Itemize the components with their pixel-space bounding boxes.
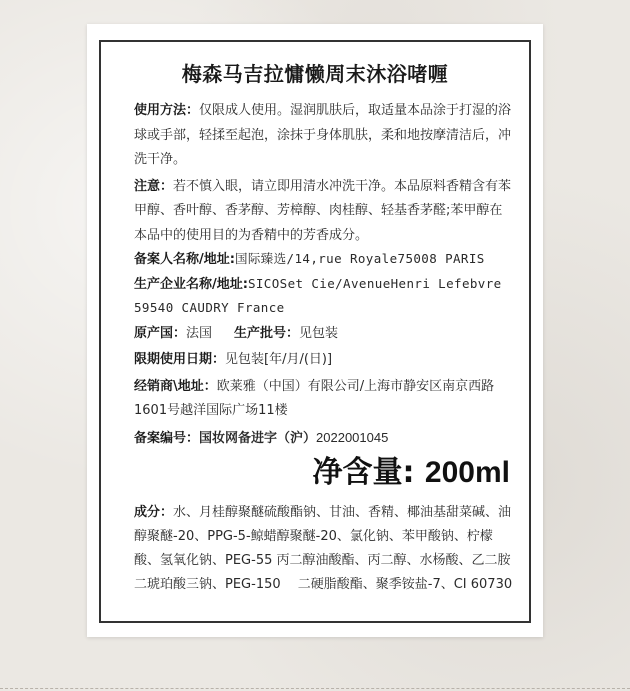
registration-value: 国妆网备进字（沪） — [199, 430, 317, 446]
manufacturer-label: 生产企业名称/地址: — [134, 276, 248, 292]
expiry-section — [134, 348, 514, 373]
registration-section — [134, 426, 514, 452]
origin-value: 法国 — [186, 325, 213, 341]
expiry-label: 限期使用日期： — [134, 352, 226, 367]
net-content-value: 200ml — [424, 456, 510, 489]
bottom-dashed-divider — [0, 688, 630, 689]
distributor-label: 经销商\地址： — [134, 378, 217, 394]
usage-text: 仅限成人使用。湿润肌肤后，取适量本品涂于打湿的浴球或手部，轻揉至起泡，涂抹于身体肌肤，柔和地按摩清洁后，冲洗干净。 — [134, 103, 512, 167]
manufacturer-value: SICOSet Cie/AvenueHenri Lefebvre 59540 CAUDRY France — [134, 275, 502, 315]
filer-value: 国际臻选/14,rue Royale75008 PARIS — [234, 251, 485, 266]
caution-section — [134, 175, 514, 249]
batch-value: 见包装 — [299, 325, 339, 341]
usage-label: 使用方法： — [134, 103, 200, 118]
label-body — [134, 99, 514, 597]
registration-label: 备案编号： — [134, 430, 200, 446]
product-title: 梅森马吉拉慵懒周末沐浴啫喱 — [181, 62, 449, 86]
filer-section — [134, 248, 514, 273]
caution-text: 若不慎入眼，请立即用清水冲洗干净。本品原料香精含有苯甲醇、香叶醇、香茅醇、芳樟醇、肉桂醇、轻基香茅醛;苯甲醇在本品中的使用目的为香精中的芳香成分。 — [134, 178, 512, 243]
filer-label: 备案人名称/地址: — [134, 252, 235, 267]
ingredients-section — [134, 501, 514, 597]
origin-section — [134, 322, 514, 347]
label-frame — [99, 40, 531, 623]
registration-number: 2022001045 — [316, 429, 389, 445]
distributor-value: 欧莱雅（中国）有限公司/上海市静安区南京西路1601号越洋国际广场11楼 — [134, 378, 495, 418]
ingredients-text: 水、月桂醇聚醚硫酸酯钠、甘油、香精、椰油基甜菜碱、油醇聚醚-20、PPG-5-鲸蜡醇聚醚-20、氯化钠、苯甲酸钠、柠檬酸、氢氧化钠、PEG-55 丙二醇油酸酯、丙二醇、水杨酸、乙二胺二琥珀酸三钠、PEG-150 二硬脂酸酯、聚季铵盐-7、CI 60730 — [134, 505, 513, 592]
manufacturer-section — [134, 273, 514, 322]
origin-label: 原产国： — [134, 325, 187, 341]
ingredients-label: 成分： — [134, 505, 174, 520]
usage-section — [134, 99, 514, 173]
expiry-value: 见包装[年/月/(日)] — [225, 352, 333, 367]
product-label-card — [87, 24, 543, 637]
caution-label: 注意： — [134, 178, 174, 194]
distributor-section — [134, 375, 514, 424]
batch-label: 生产批号： — [234, 325, 300, 341]
net-content-label: 净含量: — [312, 455, 415, 490]
net-content — [134, 453, 514, 493]
